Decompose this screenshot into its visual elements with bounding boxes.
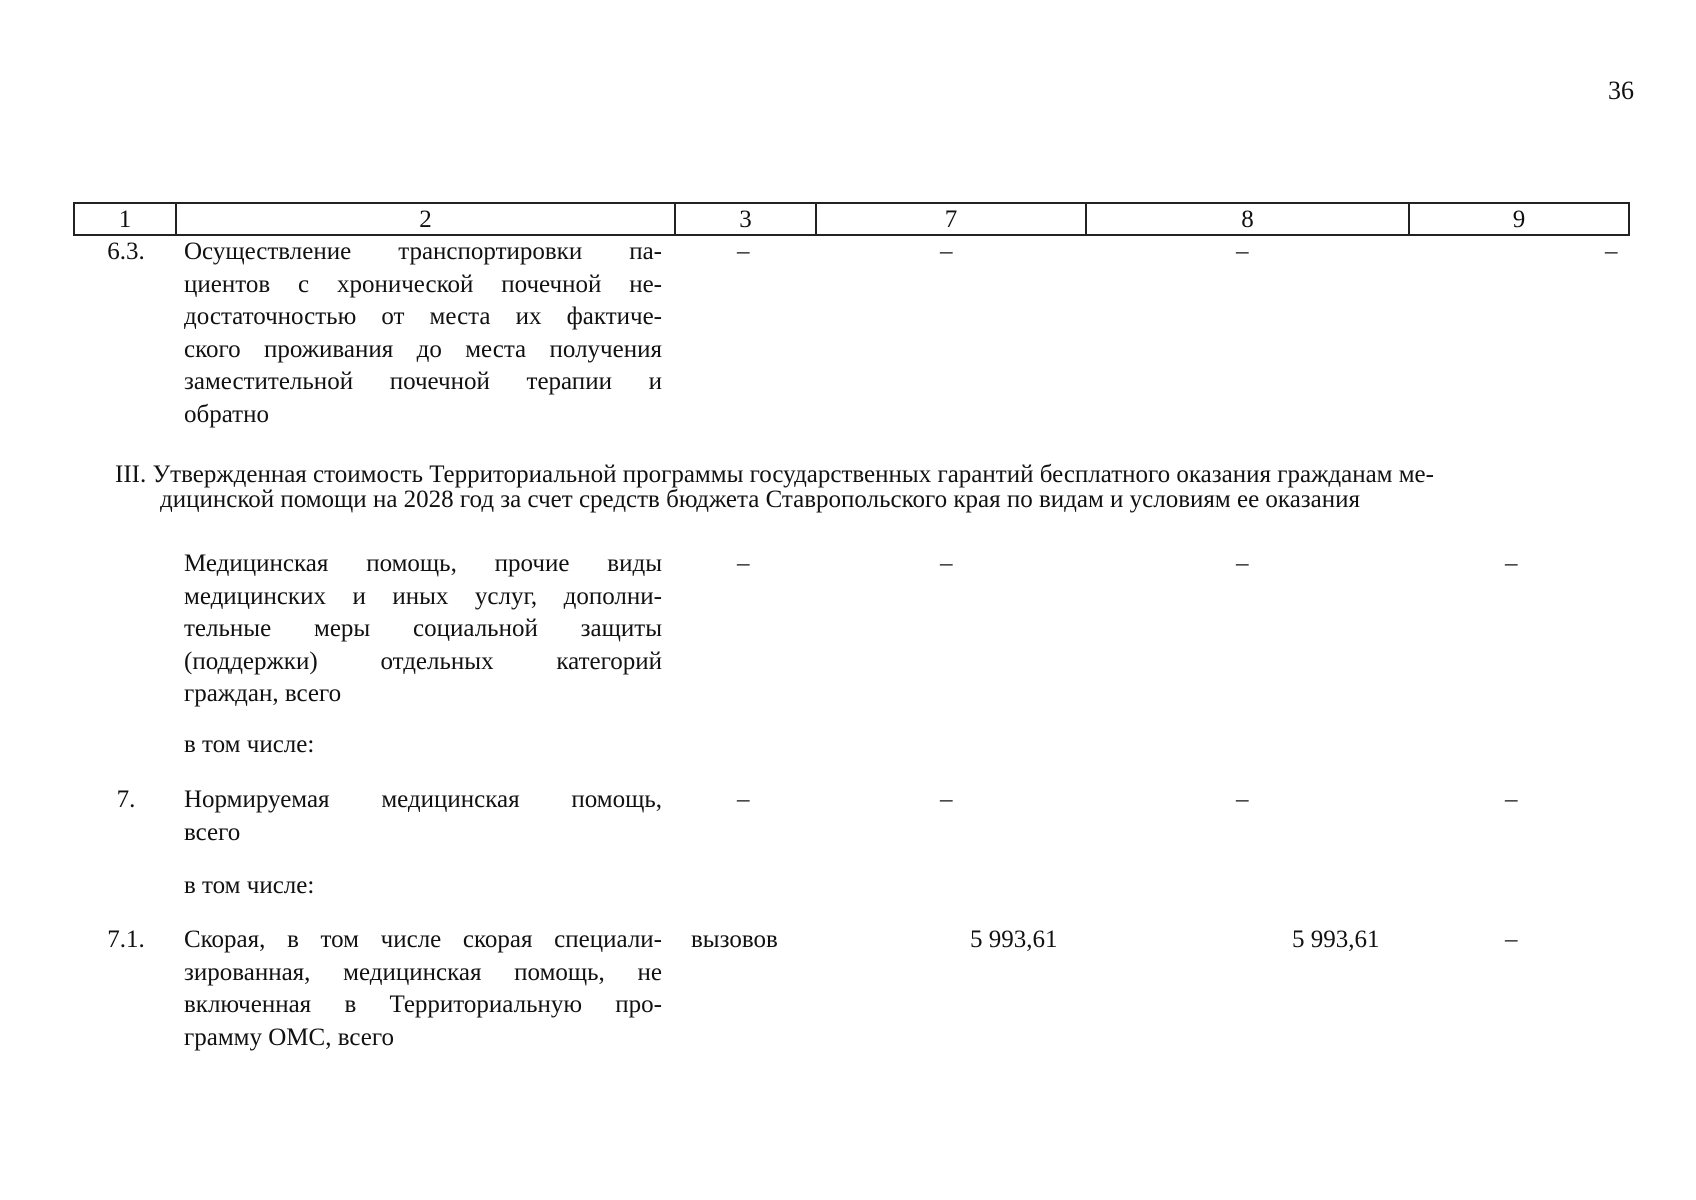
including-label: в том числе: [184,731,315,758]
page-number: 36 [1608,76,1634,105]
row-number: 6.3. [107,238,145,265]
description-line: граждан, всего [184,680,342,707]
cell-col-9: – [1505,926,1518,953]
cell-col-9: – [1605,238,1618,265]
description-line: Скорая, в том числе скорая специали- [184,926,662,953]
header-col-2: 2 [176,203,675,235]
row-description [184,924,662,1054]
header-col-9: 9 [1409,203,1629,235]
row-description [184,548,662,711]
description-line: грамму ОМС, всего [184,1023,394,1051]
header-col-7: 7 [816,203,1086,235]
row-description [184,236,662,431]
description-line: достаточностью от места их фактиче- [184,303,662,330]
cell-col-3: – [737,786,750,813]
row-number: 7.1. [107,926,145,953]
cell-col-7: 5 993,61 [970,926,1058,953]
description-line: обратно [184,400,269,428]
description-line: (поддержки) отдельных категорий [184,647,662,675]
cell-col-3: – [737,238,750,265]
table-header-row [74,203,1629,235]
header-col-3: 3 [675,203,816,235]
description-line: Нормируемая медицинская помощь, [184,786,662,813]
cell-col-8: – [1236,238,1249,265]
description-line: заместительной почечной терапии и [184,368,662,395]
cell-col-3: – [737,550,750,577]
cell-col-9: – [1505,550,1518,577]
description-line: циентов с хронической почечной не- [184,270,662,298]
cell-col-7: – [940,238,953,265]
cell-col-8: 5 993,61 [1292,926,1380,953]
description-line: Осуществление транспортировки па- [184,238,662,265]
header-col-8: 8 [1086,203,1409,235]
including-label: в том числе: [184,872,315,899]
section-heading-line: дицинской помощи на 2028 год за счет средств бюджета Ставропольского края по видам и условиям ее оказания [160,486,1361,513]
table-header [73,202,1630,236]
description-line: включенная в Территориальную про- [184,991,662,1018]
cell-col-7: – [940,786,953,813]
row-number: 7. [116,786,136,813]
description-line: зированная, медицинская помощь, не [184,958,662,986]
description-line: Медицинская помощь, прочие виды [184,550,662,577]
description-line: ского проживания до места получения [184,335,662,363]
description-line: тельные меры социальной защиты [184,615,662,642]
description-line: всего [184,818,241,846]
cell-col-8: – [1236,786,1249,813]
cell-col-9: – [1505,786,1518,813]
section-heading-line: III. Утвержденная стоимость Территориальной программы государственных гарантий бесплатного оказания гражданам ме- [115,461,1434,488]
section-heading [115,462,1615,512]
cell-col-8: – [1236,550,1249,577]
row-description [184,784,662,849]
description-line: медицинских и иных услуг, дополни- [184,582,662,610]
cell-col-7: – [940,550,953,577]
cell-col-3: вызовов [691,926,778,953]
header-col-1: 1 [74,203,176,235]
